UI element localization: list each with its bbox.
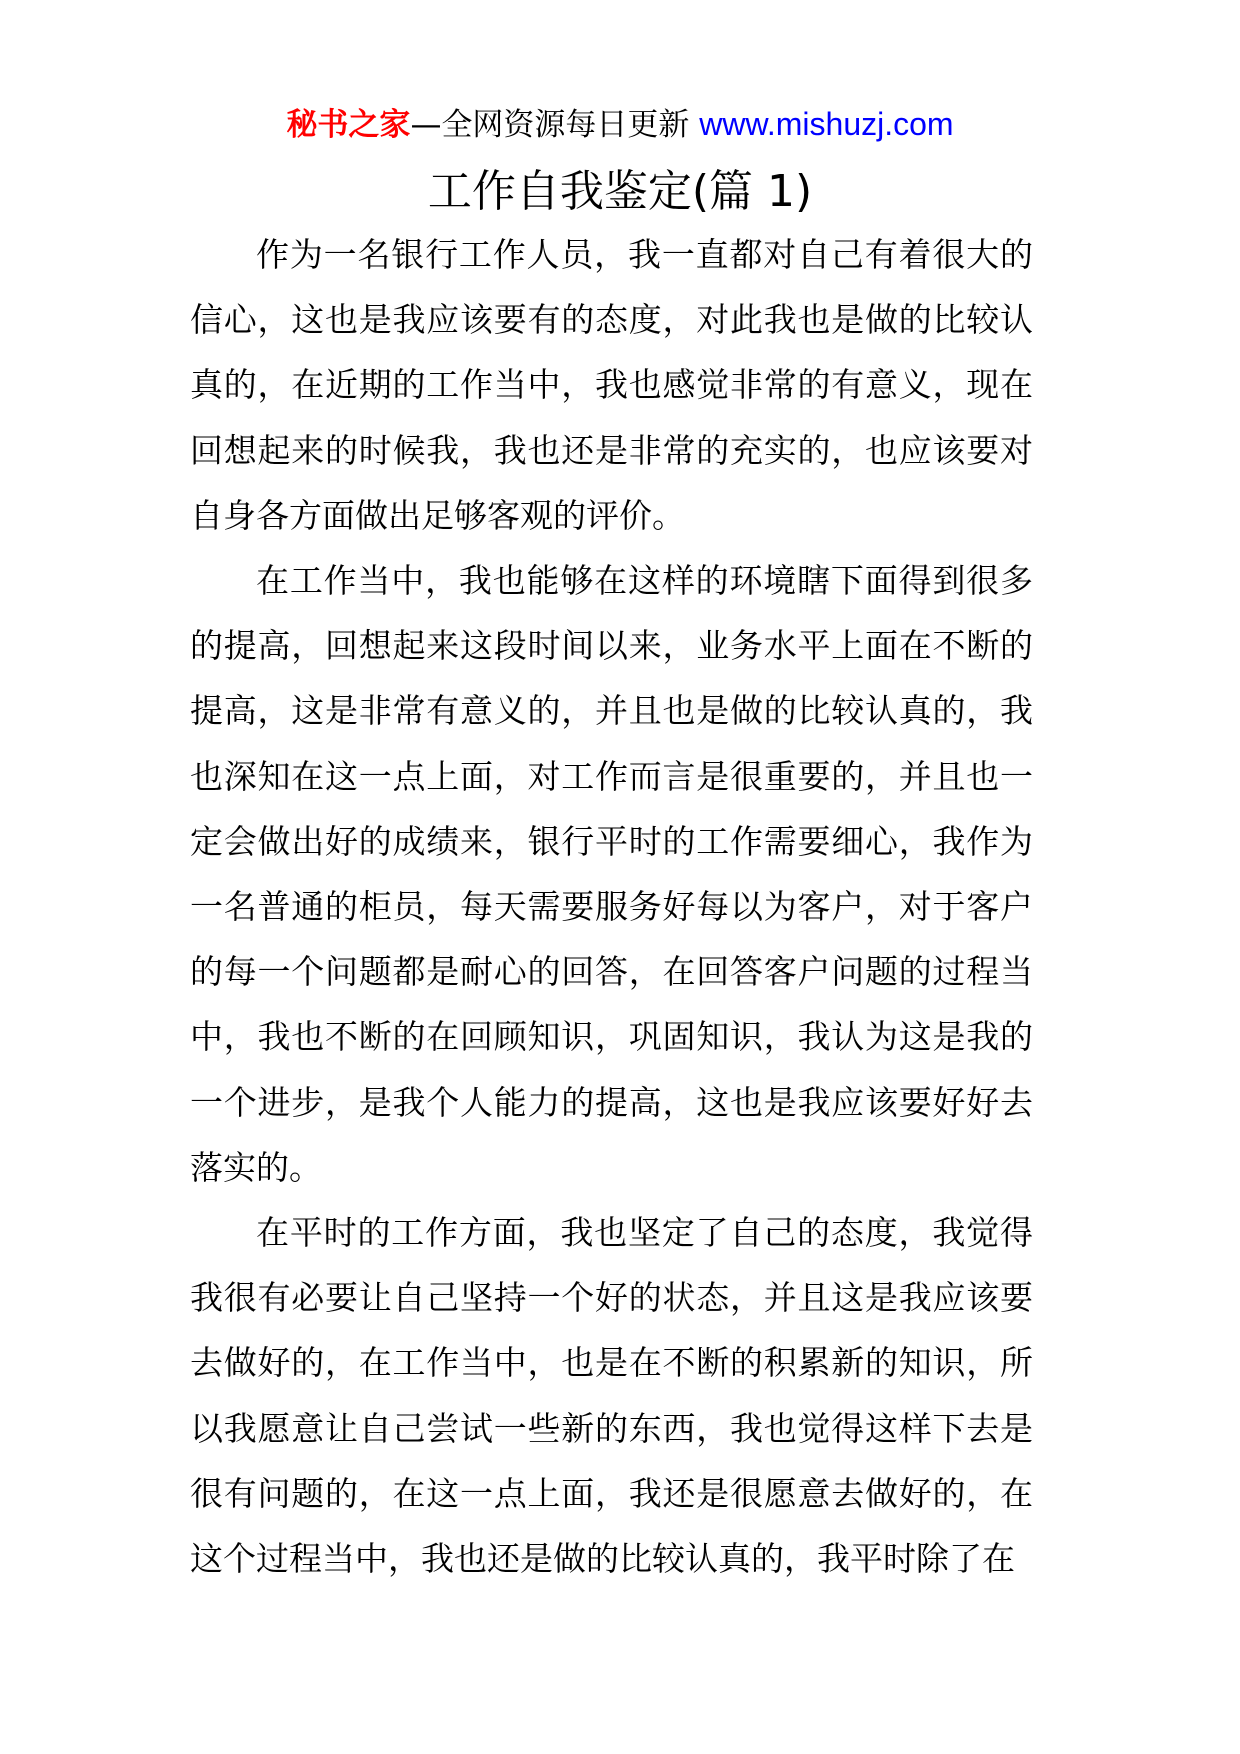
paragraph-2: 在工作当中，我也能够在这样的环境瞎下面得到很多的提高，回想起来这段时间以来，业务水平上面在不断的提高，这是非常有意义的，并且也是做的比较认真的，我也深知在这一点上面，对工作而言是很重要的，并且也一定会做出好的成绩来，银行平时的工作需要细心，我作为一名普通的柜员，每天需要服务好每以为客户，对于客户的每一个问题都是耐心的回答，在回答客户问题的过程当中，我也不断的在回顾知识，巩固知识，我认为这是我的一个进步，是我个人能力的提高，这也是我应该要好好去落实的。 [190, 561, 1033, 1187]
document-title: 工作自我鉴定(篇 1) [427, 166, 813, 217]
paragraph-1: 作为一名银行工作人员，我一直都对自己有着很大的信心，这也是我应该要有的态度，对此我也是做的比较认真的，在近期的工作当中，我也感觉非常的有意义，现在回想起来的时候我，我也还是非常的充实的，也应该要对自身各方面做出足够客观的评价。 [190, 235, 1033, 535]
paragraph-3: 在平时的工作方面，我也坚定了自己的态度，我觉得我很有必要让自己坚持一个好的状态，并且这是我应该要去做好的，在工作当中，也是在不断的积累新的知识，所以我愿意让自己尝试一些新的东西，我也觉得这样下去是很有问题的，在这一点上面，我还是很愿意去做好的，在这个过程当中，我也还是做的比较认真的，我平时除了在 [190, 1213, 1033, 1579]
site-slogan: —全网资源每日更新 [410, 107, 700, 143]
site-header [0, 104, 1240, 145]
site-url-link[interactable]: www.mishuzj.com [699, 106, 954, 142]
document-body [190, 222, 1033, 1591]
site-brand: 秘书之家 [286, 107, 411, 143]
